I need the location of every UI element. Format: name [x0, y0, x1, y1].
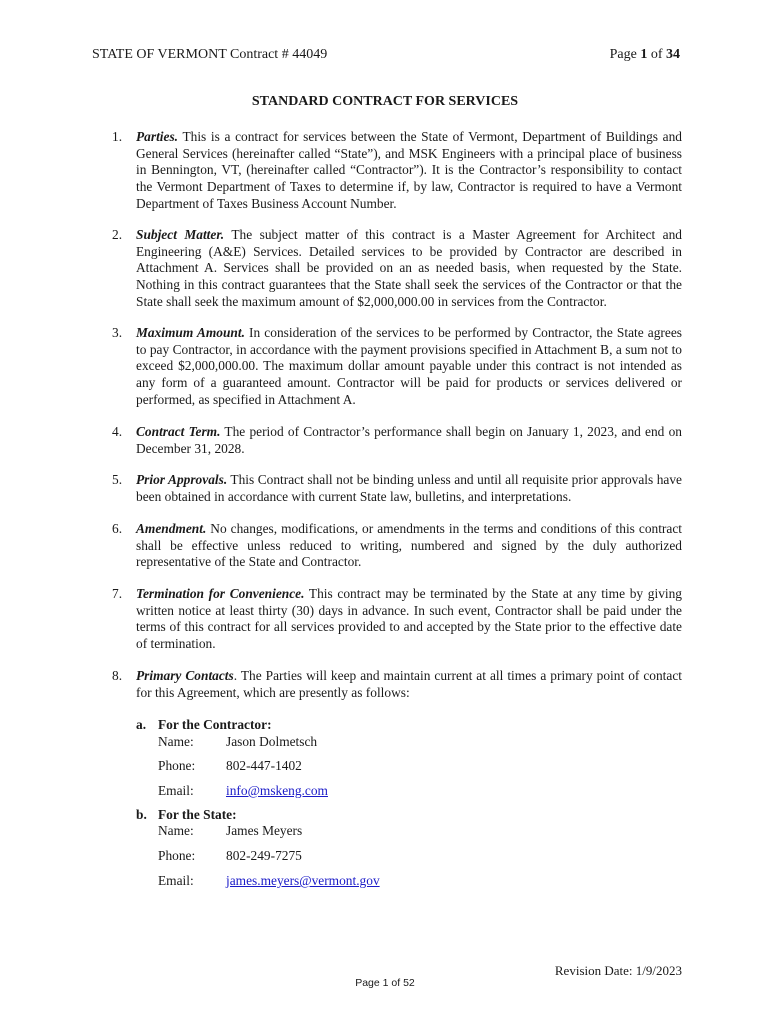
phone-label: Phone:: [158, 758, 196, 773]
contact-name: James Meyers: [226, 823, 303, 838]
header-page-prefix: Page: [609, 47, 641, 62]
document-title: STANDARD CONTRACT FOR SERVICES: [251, 94, 519, 109]
clause-number: 5.: [112, 472, 123, 487]
clause-lead: Amendment.: [136, 521, 207, 536]
revision-date: Revision Date: 1/9/2023: [554, 963, 682, 978]
name-label: Name:: [158, 823, 194, 838]
contact-name-row: [158, 823, 302, 839]
clause-parties: [112, 129, 682, 213]
contact-heading: [136, 717, 272, 733]
clause-number: 6.: [112, 521, 123, 536]
clause-lead: Termination for Convenience.: [136, 586, 305, 601]
clause-lead: Parties.: [136, 129, 179, 144]
clause-maximum-amount: [112, 325, 682, 409]
clause-text: In consideration of the services to be performed by Contractor, the State agrees to pay Contractor, in accordance with the payment provisions specified in Attachment B, a sum not to exceed $2,000,000.00. The maximum dollar amount payable under this contract is not intended as any form of a guaranteed amount. Contractor will be paid for products or services delivered or performed, as specified in Attachment A.: [136, 325, 682, 407]
page-footer: Page 1 of 52: [355, 977, 415, 989]
contact-name: Jason Dolmetsch: [226, 734, 318, 749]
clause-number: 2.: [112, 227, 123, 242]
contact-state: [136, 807, 380, 888]
name-label: Name:: [158, 734, 194, 749]
clause-number: 3.: [112, 325, 123, 340]
clause-text: This is a contract for services between the State of Vermont, Department of Buildings and General Services (hereinafter called “State”), and MSK Engineers with a principal place of business in Bennington, VT, (hereinafter called “Contractor”). It is the Contractor’s responsibility to contact the Vermont Department of Taxes to determine if, by law, Contractor is required to have a Vermont Department of Taxes Business Account Number.: [136, 129, 682, 211]
email-label: Email:: [158, 783, 194, 798]
clause-text: The subject matter of this contract is a Master Agreement for Architect and Engineering (A&E) Services. Detailed services to be provided by Contractor are described in Attachment A. Services shall be provided on an as needed basis, when requested by the State. Nothing in this contract guarantees that the State shall seek the services of the Contractor or that the State shall seek the maximum amount of $2,000,000.00 in services from the Contractor.: [136, 227, 682, 309]
header-page-indicator: [610, 47, 680, 63]
clause-termination: [112, 586, 682, 653]
clause-subject-matter: [112, 227, 682, 311]
contact-phone-row: [158, 758, 302, 774]
clause-primary-contacts: [112, 668, 682, 701]
clause-lead: Maximum Amount.: [136, 325, 245, 340]
clause-lead: Contract Term.: [136, 424, 221, 439]
clause-number: 7.: [112, 586, 123, 601]
contact-email-row: [158, 783, 328, 799]
contact-heading: [136, 807, 237, 823]
clause-text: This contract may be terminated by the State at any time by giving written notice at least thirty (30) days in advance. In such event, Contractor shall be paid under the terms of this contract for all services provided to and accepted by the State prior to the effective date of termination.: [136, 586, 682, 652]
contact-contractor: [136, 717, 328, 798]
clause-text: . The Parties will keep and maintain current at all times a primary point of contact for this Agreement, which are presently as follows:: [136, 668, 683, 700]
header-contract-number: STATE OF VERMONT Contract # 44049: [92, 47, 328, 62]
clause-amendment: [112, 521, 682, 571]
contact-letter: b.: [136, 807, 147, 822]
clause-prior-approvals: [112, 472, 682, 505]
contact-heading-text: For the State:: [158, 807, 237, 822]
clause-number: 4.: [112, 424, 123, 439]
clause-lead: Primary Contacts: [136, 668, 234, 683]
contact-email-row: [158, 873, 380, 889]
contact-letter: a.: [136, 717, 147, 732]
phone-label: Phone:: [158, 848, 196, 863]
clause-text: The period of Contractor’s performance shall begin on January 1, 2023, and end on December 31, 2028.: [136, 424, 682, 456]
header-page-total: 34: [666, 47, 680, 62]
clause-lead: Prior Approvals.: [136, 472, 228, 487]
clause-contract-term: [112, 424, 682, 457]
contact-name-row: [158, 734, 317, 750]
contact-heading-text: For the Contractor:: [158, 717, 272, 732]
header-page-num: 1: [640, 47, 648, 62]
contact-phone: 802-249-7275: [226, 848, 302, 863]
contact-email-link[interactable]: info@mskeng.com: [226, 783, 328, 798]
clause-lead: Subject Matter.: [136, 227, 225, 242]
contact-phone-row: [158, 848, 302, 864]
email-label: Email:: [158, 873, 194, 888]
clause-number: 1.: [112, 129, 123, 144]
clause-number: 8.: [112, 668, 123, 683]
header-page-of: of: [647, 47, 666, 62]
clause-text: No changes, modifications, or amendments in the terms and conditions of this contract shall be effective unless reduced to writing, numbered and signed by the duly authorized representative of the State and Contractor.: [136, 521, 682, 570]
contact-email-link[interactable]: james.meyers@vermont.gov: [226, 873, 380, 888]
clause-text: This Contract shall not be binding unless and until all requisite prior approvals have been obtained in accordance with current State law, bulletins, and interpretations.: [136, 472, 683, 504]
contact-phone: 802-447-1402: [226, 758, 302, 773]
